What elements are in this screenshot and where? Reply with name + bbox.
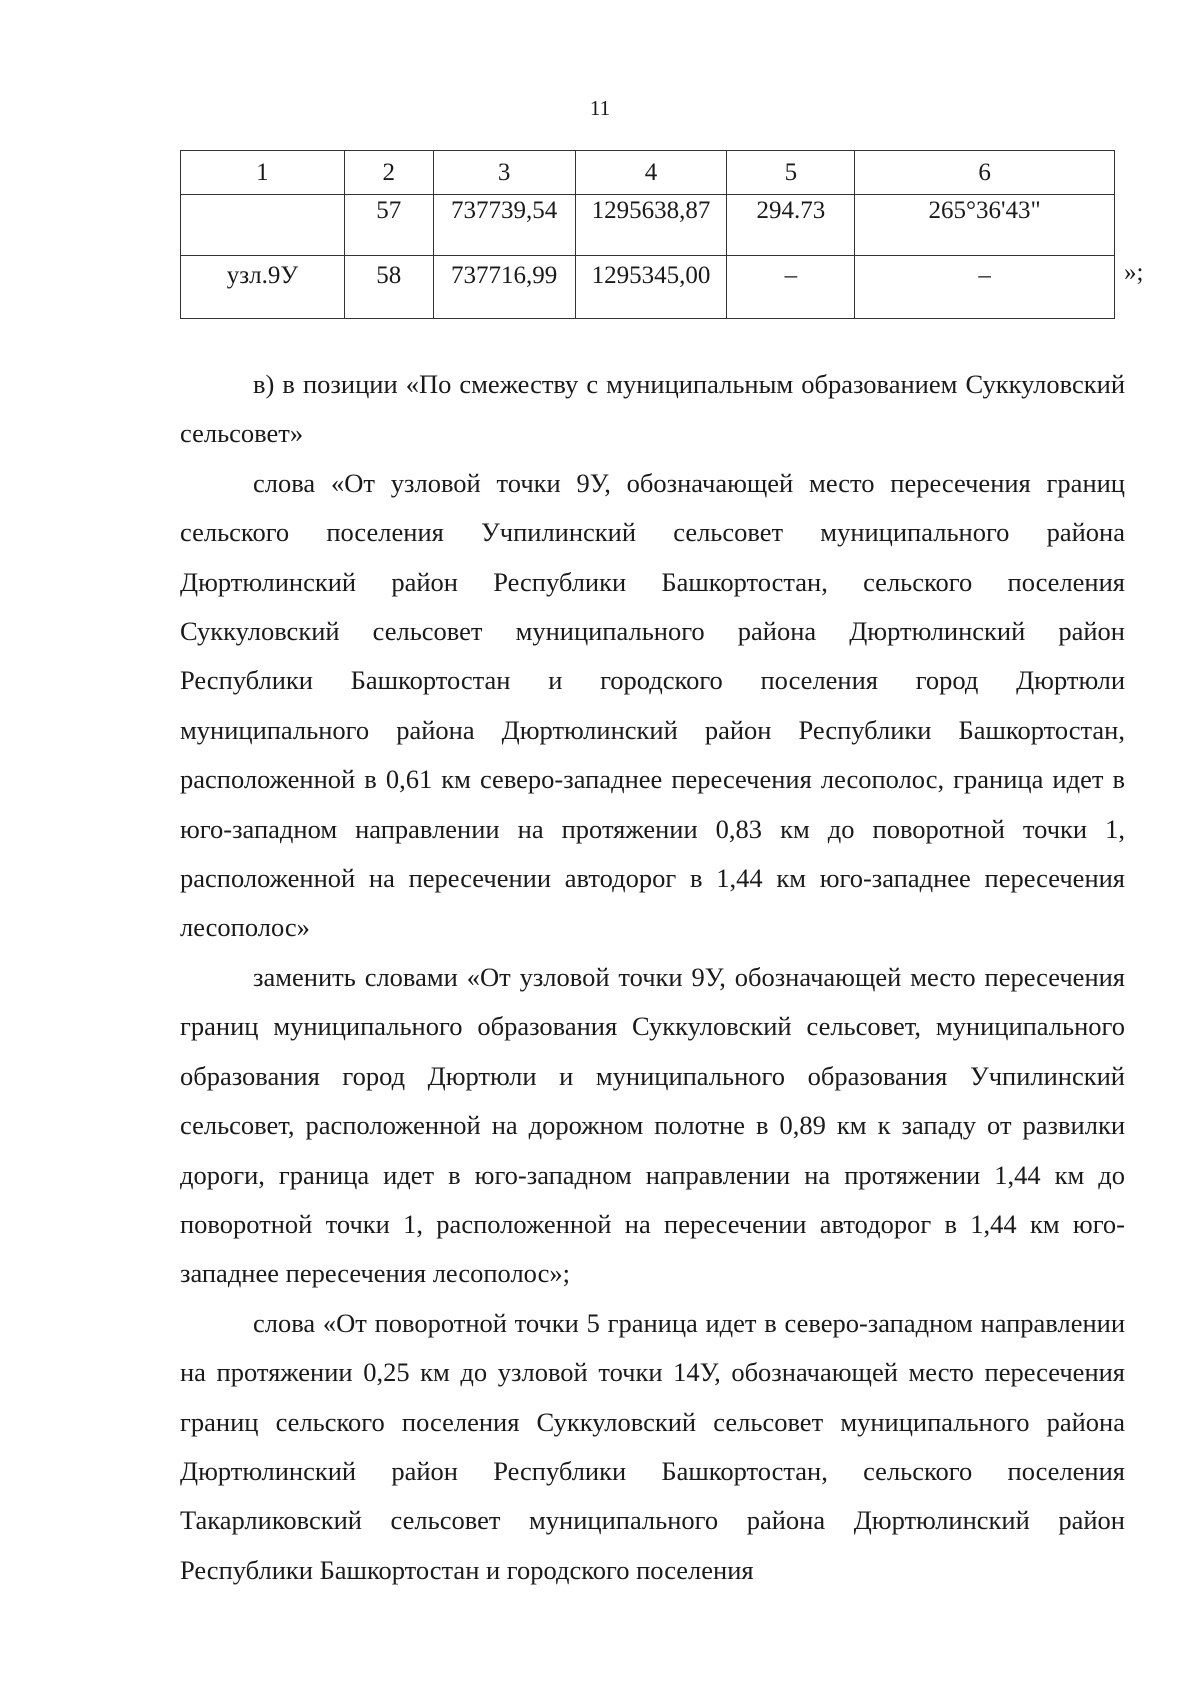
table-cell: 1295638,87	[575, 195, 727, 256]
table-header-cell: 1	[181, 151, 345, 195]
paragraph: заменить словами «От узловой точки 9У, обозначающей место пересечения границ муниципального образования Суккуловский сельсовет, муниципального образования город Дюртюли и муниципального образования Учпилинский сельсовет, расположенной на дорожном полотне в 0,89 км к западу от развилки дороги, граница идет в юго-западном направлении на протяжении 1,44 км до поворотной точки 1, расположенной на пересечении автодорог в 1,44 км юго-западнее пересечения лесополос»;	[180, 961, 1125, 1289]
table-cell	[181, 195, 345, 256]
paragraph: в) в позиции «По смежеству с муниципальным образованием Суккуловский сельсовет»	[180, 369, 1125, 449]
paragraph: слова «От узловой точки 9У, обозначающей место пересечения границ сельского поселения Учпилинский сельсовет муниципального района Дюртюлинский район Республики Башкортостан, сельского поселения Суккуловский сельсовет муниципального района Дюртюлинский район Республики Башкортостан и городского поселения город Дюртюли муниципального района Дюртюлинский район Республики Башкортостан, расположенной в 0,61 км северо-западнее пересечения лесополос, граница идет в юго-западном направлении на протяжении 0,83 км до поворотной точки 1, расположенной на пересечении автодорог в 1,44 км юго-западнее пересечения лесополос»	[180, 467, 1125, 943]
table-header-cell: 6	[855, 151, 1115, 195]
table-cell: 737716,99	[433, 256, 575, 319]
table-cell: 1295345,00	[575, 256, 727, 319]
table-cell: –	[855, 256, 1115, 319]
table-cell: –	[727, 256, 855, 319]
paragraph: слова «От поворотной точки 5 граница идет в северо-западном направлении на протяжении 0,25 км до узловой точки 14У, обозначающей место пересечения границ сельского поселения Суккуловский сельсовет муниципального района Дюртюлинский район Республики Башкортостан, сельского поселения Такарликовский сельсовет муниципального района Дюртюлинский район Республики Башкортостан и городского поселения	[180, 1307, 1125, 1585]
table-cell: узл.9У	[181, 256, 345, 319]
document-body	[180, 360, 1125, 1595]
table-header-cell: 3	[433, 151, 575, 195]
table-header-cell: 5	[727, 151, 855, 195]
coordinates-table	[180, 150, 1115, 319]
table-header-cell: 2	[344, 151, 433, 195]
page-number: 11	[589, 96, 611, 120]
table-closing-quote: »;	[1124, 259, 1144, 286]
table-cell: 294.73	[727, 195, 855, 256]
table-row	[181, 256, 1115, 319]
table-header-cell: 4	[575, 151, 727, 195]
table-cell: 57	[344, 195, 433, 256]
table-row	[181, 195, 1115, 256]
table-cell: 58	[344, 256, 433, 319]
table-cell: 265°36'43"	[855, 195, 1115, 256]
table-header-row	[181, 151, 1115, 195]
table-cell: 737739,54	[433, 195, 575, 256]
